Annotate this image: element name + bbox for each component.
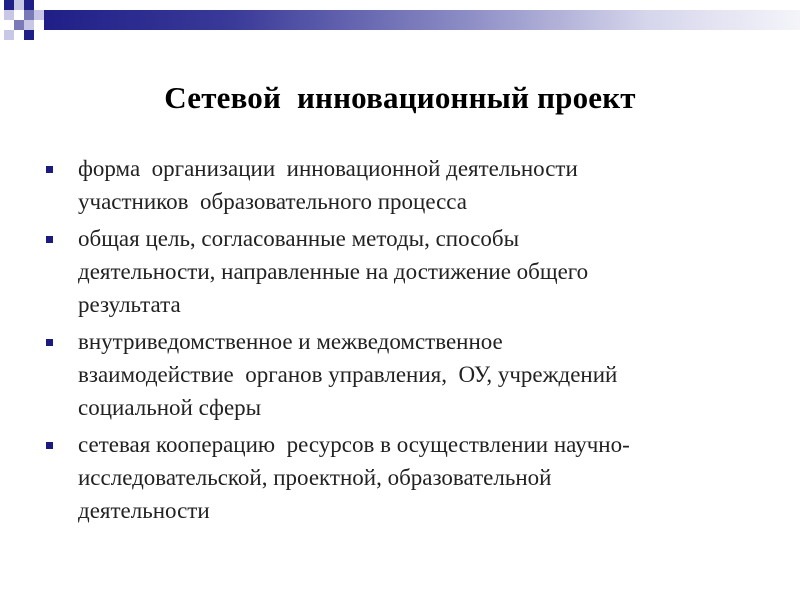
header-decoration — [0, 0, 800, 50]
bullet-item — [40, 428, 740, 527]
bullet-text-line: форма организации инновационной деятельности — [78, 156, 578, 181]
bullet-text-line: сетевая кооперацию ресурсов в осуществлении научно- — [78, 432, 630, 457]
decor-square — [24, 0, 34, 10]
bullet-square-icon — [46, 442, 53, 449]
bullet-item — [40, 325, 740, 424]
bullet-text-line: общая цель, согласованные методы, способы — [78, 226, 520, 251]
decor-square — [34, 10, 44, 20]
decor-square — [24, 30, 34, 40]
bullet-text-line: исследовательской, проектной, образовательной — [78, 465, 552, 490]
slide-title: Сетевой инновационный проект — [164, 80, 636, 115]
decor-square — [24, 10, 34, 20]
decor-square — [24, 20, 34, 30]
bullet-square-icon — [46, 339, 53, 346]
bullet-item — [40, 222, 740, 321]
bullet-item — [40, 152, 740, 218]
bullet-text-line: деятельности — [78, 498, 210, 523]
bullet-text-line: деятельности, направленные на достижение общего — [78, 259, 589, 284]
decor-square — [4, 10, 14, 20]
decor-square — [14, 0, 24, 10]
bullet-text-line: участников образовательного процесса — [78, 189, 468, 214]
header-gradient-bar — [44, 10, 800, 30]
decor-square — [14, 20, 24, 30]
decor-square — [4, 0, 14, 10]
bullet-square-icon — [46, 166, 53, 173]
bullet-text-line: внутриведомственное и межведомственное — [78, 329, 503, 354]
bullet-square-icon — [46, 236, 53, 243]
bullet-text-line: взаимодействие органов управления, ОУ, учреждений — [78, 362, 618, 387]
decor-square — [4, 30, 14, 40]
bullet-text-line: результата — [78, 292, 181, 317]
bullet-text-line: социальной сферы — [78, 395, 262, 420]
bullet-list — [40, 152, 740, 531]
